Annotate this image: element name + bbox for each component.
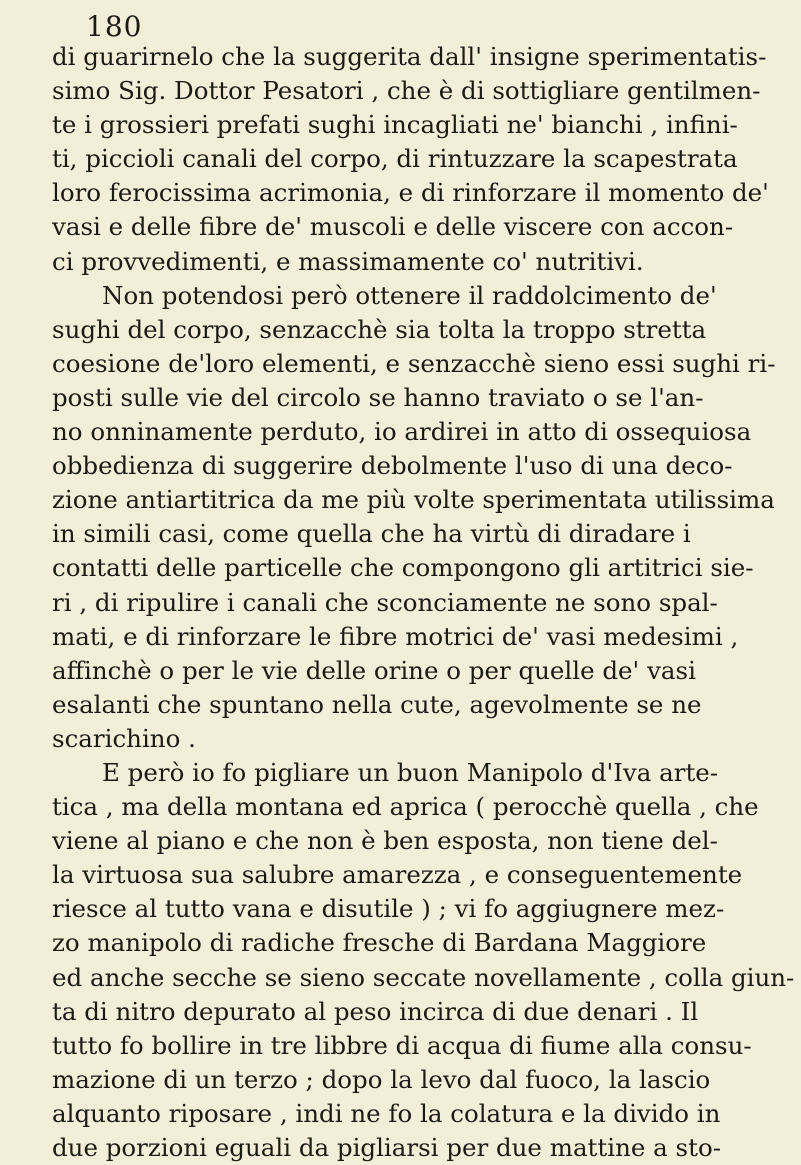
- text-line: zo manipolo di radiche fresche di Bardana Maggiore: [52, 928, 707, 958]
- text-line: tica , ma della montana ed aprica ( perocchè quella , che: [52, 792, 759, 822]
- text-line: ti, piccioli canali del corpo, di rintuzzare la scapestrata: [52, 144, 738, 174]
- text-line: ta di nitro depurato al peso incirca di due denari . Il: [52, 996, 699, 1026]
- text-line: ed anche secche se sieno seccate novellamente , colla giun-: [52, 962, 795, 992]
- text-line: viene al piano e che non è ben esposta, non tiene del-: [52, 826, 718, 856]
- text-line: loro ferocissima acrimonia, e di rinforzare il momento de': [52, 178, 769, 208]
- text-line: ri , di ripulire i canali che sconciamente ne sono spal-: [52, 587, 718, 617]
- text-line: obbedienza di suggerire debolmente l'uso di una deco-: [52, 451, 733, 481]
- text-line: sughi del corpo, senzacchè sia tolta la troppo stretta: [52, 314, 707, 344]
- text-line: la virtuosa sua salubre amarezza , e conseguentemente: [52, 860, 743, 890]
- page-number: 180: [86, 10, 143, 43]
- text-line: esalanti che spuntano nella cute, agevolmente se ne: [52, 689, 702, 719]
- text-line: mazione di un terzo ; dopo la levo dal fuoco, la lascio: [52, 1064, 711, 1094]
- text-line: te i grossieri prefati sughi incagliati ne' bianchi , infini-: [52, 110, 738, 140]
- body-text: [52, 40, 795, 1165]
- text-line: vasi e delle fibre de' muscoli e delle viscere con accon-: [52, 212, 734, 242]
- text-line: zione antiartitrica da me più volte sperimentata utilissima: [52, 485, 775, 515]
- text-line: no onninamente perduto, io ardirei in atto di ossequiosa: [52, 417, 752, 447]
- text-line: posti sulle vie del circolo se hanno traviato o se l'an-: [52, 382, 704, 412]
- text-line: contatti delle particelle che compongono gli artitrici sie-: [52, 553, 754, 583]
- text-line: simo Sig. Dottor Pesatori , che è di sottigliare gentilmen-: [52, 76, 761, 106]
- text-line: mati, e di rinforzare le fibre motrici de' vasi medesimi ,: [52, 621, 739, 651]
- text-line: scarichino .: [52, 723, 196, 753]
- text-line: riesce al tutto vana e disutile ) ; vi fo aggiugnere mez-: [52, 894, 725, 924]
- text-line: coesione de'loro elementi, e senzacchè sieno essi sughi ri-: [52, 348, 776, 378]
- text-line: di guarirnelo che la suggerita dall' insigne sperimentatis-: [52, 42, 767, 71]
- text-line: in simili casi, come quella che ha virtù di diradare i: [52, 519, 691, 549]
- text-line: due porzioni eguali da pigliarsi per due mattine a sto-: [52, 1133, 721, 1162]
- text-line: ci provvedimenti, e massimamente co' nutritivi.: [52, 246, 644, 276]
- text-line: affinchè o per le vie delle orine o per quelle de' vasi: [52, 655, 696, 685]
- text-line: Non potendosi però ottenere il raddolcimento de': [102, 280, 717, 310]
- text-line: tutto fo bollire in tre libbre di acqua di fiume alla consu-: [52, 1030, 752, 1060]
- text-line: alquanto riposare , indi ne fo la colatura e la divido in: [52, 1098, 721, 1128]
- text-line: E però io fo pigliare un buon Manipolo d'Iva arte-: [102, 757, 719, 787]
